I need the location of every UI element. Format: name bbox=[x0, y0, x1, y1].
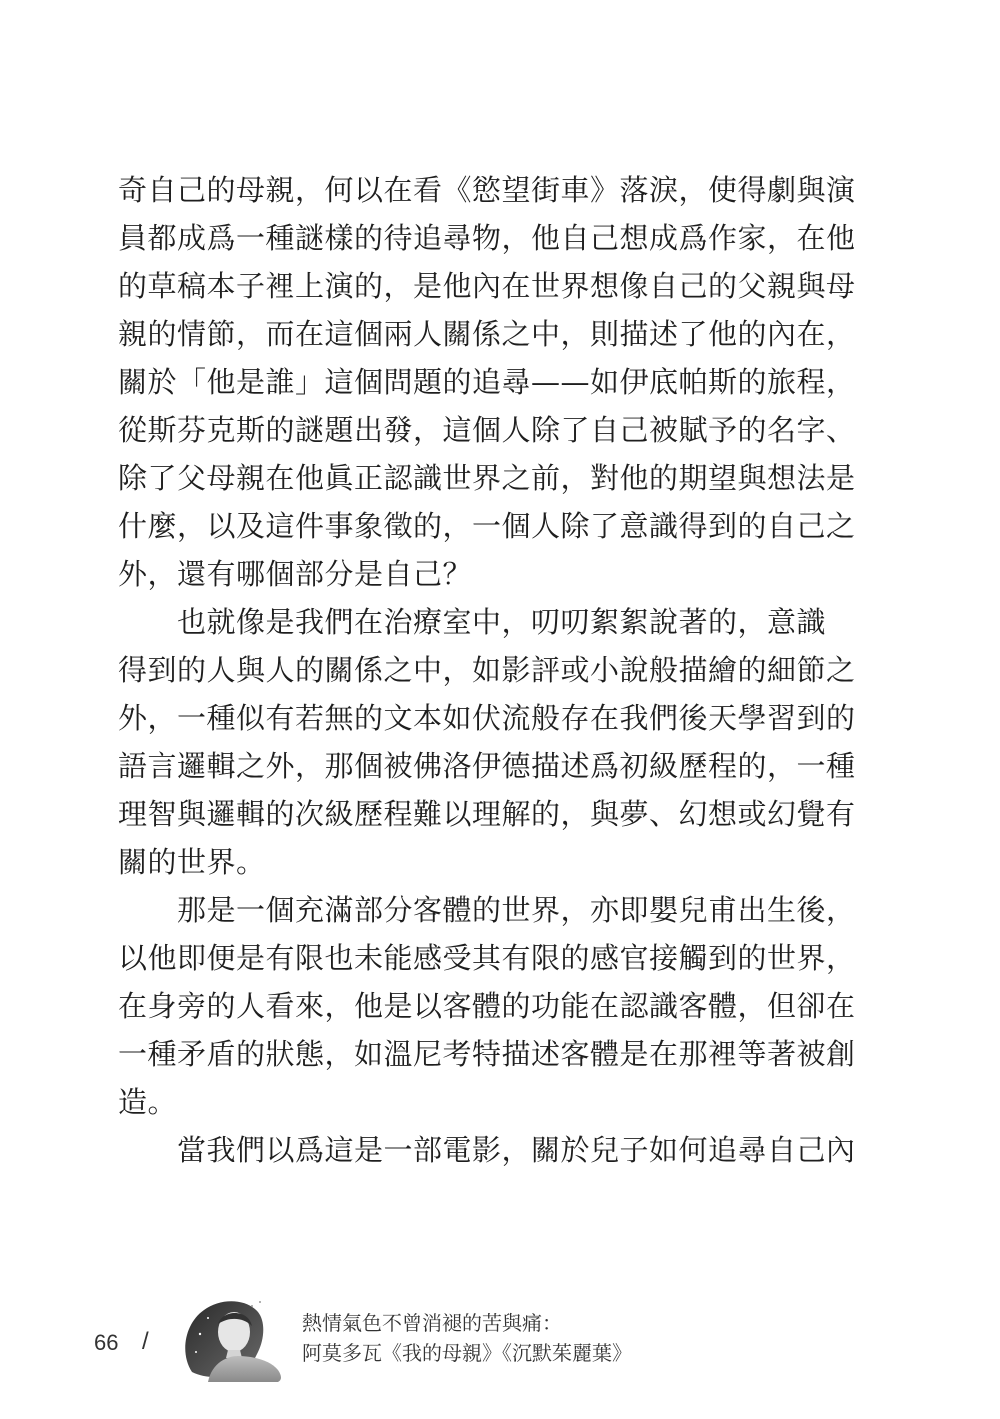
body-line: 外，還有哪個部分是自己？ bbox=[118, 557, 473, 591]
page-number: 66 bbox=[94, 1330, 119, 1355]
body-line: 關的世界。 bbox=[118, 845, 266, 879]
page-footer bbox=[0, 1290, 1000, 1390]
woman-silhouette-icon bbox=[178, 1294, 290, 1382]
body-line: 員都成爲一種謎樣的待追尋物，他自己想成爲作家，在他 bbox=[118, 221, 856, 255]
body-line: 語言邏輯之外，那個被佛洛伊德描述爲初級歷程的，一種 bbox=[118, 749, 856, 783]
book-title-line2: 阿莫多瓦《我的母親》《沉默茱麗葉》 bbox=[302, 1341, 632, 1365]
footer-separator: / bbox=[142, 1328, 149, 1355]
body-line: 的草稿本子裡上演的，是他內在世界想像自己的父親與母 bbox=[118, 269, 856, 303]
body-text bbox=[118, 166, 858, 1174]
body-line: 那是一個充滿部分客體的世界，亦即嬰兒甫出生後， bbox=[118, 893, 856, 927]
body-line: 除了父母親在他眞正認識世界之前，對他的期望與想法是 bbox=[118, 461, 856, 495]
book-title bbox=[302, 1308, 632, 1368]
body-line: 奇自己的母親，何以在看《慾望街車》落淚，使得劇與演 bbox=[118, 173, 856, 207]
book-title-line1: 熱情氣色不曾消褪的苦與痛： bbox=[302, 1311, 562, 1335]
body-line: 在身旁的人看來，他是以客體的功能在認識客體，但卻在 bbox=[118, 989, 856, 1023]
body-line: 以他即便是有限也未能感受其有限的感官接觸到的世界， bbox=[118, 941, 856, 975]
body-line: 什麼，以及這件事象徵的，一個人除了意識得到的自己之 bbox=[118, 509, 856, 543]
body-line: 也就像是我們在治療室中，叨叨絮絮說著的，意識 bbox=[118, 605, 827, 639]
body-line: 當我們以爲這是一部電影，關於兒子如何追尋自己內 bbox=[118, 1133, 856, 1167]
body-line: 理智與邏輯的次級歷程難以理解的，與夢、幻想或幻覺有 bbox=[118, 797, 856, 831]
body-line: 親的情節，而在這個兩人關係之中，則描述了他的內在， bbox=[118, 317, 856, 351]
body-line: 關於「他是誰」這個問題的追尋——如伊底帕斯的旅程， bbox=[118, 365, 856, 399]
body-line: 造。 bbox=[118, 1085, 178, 1119]
body-line: 一種矛盾的狀態，如溫尼考特描述客體是在那裡等著被創 bbox=[118, 1037, 856, 1071]
body-line: 從斯芬克斯的謎題出發，這個人除了自己被賦予的名字、 bbox=[118, 413, 856, 447]
body-line: 外，一種似有若無的文本如伏流般存在我們後天學習到的 bbox=[118, 701, 856, 735]
body-line: 得到的人與人的關係之中，如影評或小說般描繪的細節之 bbox=[118, 653, 856, 687]
